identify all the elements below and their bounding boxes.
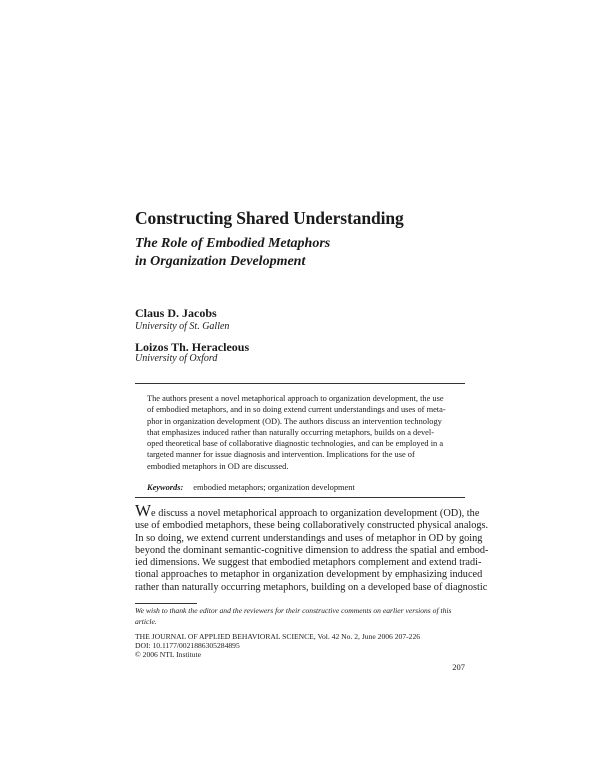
copyright: © 2006 NTL Institute <box>135 650 202 660</box>
author-name: Claus D. Jacobs <box>135 306 217 320</box>
body-line: tional approaches to metaphor in organization development by emphasizing induced <box>135 569 483 581</box>
body-line: In so doing, we extend current understandings and uses of metaphor in OD by going <box>135 532 483 544</box>
keywords-value: embodied metaphors; organization development <box>193 483 355 492</box>
body-first-line: We discuss a novel metaphorical approach to organization development (OD), the <box>135 501 480 520</box>
abstract-line: oped theoretical base of collaborative diagnostic technologies, and can be employed in a <box>147 439 444 448</box>
abstract-line: of embodied metaphors, and in so doing extend current understandings and uses of meta- <box>147 405 446 415</box>
journal-info <box>135 632 420 660</box>
abstract-line: that emphasizes induced rather than naturally occurring metaphors, builds on a devel- <box>147 427 434 437</box>
abstract-line: embodied metaphors in OD are discussed. <box>147 461 289 471</box>
author-affiliation: University of Oxford <box>135 353 218 364</box>
footnote <box>135 606 465 627</box>
author-affiliation: University of St. Gallen <box>135 321 230 332</box>
abstract-line: The authors present a novel metaphorical approach to organization development, the use <box>147 394 444 403</box>
body-line: rather than naturally occurring metaphors, building on a developed base of diagnostic <box>135 581 488 593</box>
drop-cap: W <box>135 501 152 520</box>
article-title: Constructing Shared Understanding <box>135 208 404 228</box>
abstract-line: targeted manner for issue diagnosis and intervention. Implications for the use of <box>147 450 415 460</box>
subtitle-line: in Organization Development <box>135 254 306 269</box>
abstract-line: phor in organization development (OD). The authors discuss an intervention technology <box>147 416 442 426</box>
footnote-line: We wish to thank the editor and the reviewers for their constructive comments on earlier versions of this <box>135 606 452 615</box>
body-line: use of embodied metaphors, these being collaboratively constructed physical analogs. <box>135 520 489 532</box>
footnote-line: article. <box>135 616 157 626</box>
author-name: Loizos Th. Heracleous <box>135 340 250 354</box>
abstract-top-rule <box>135 383 465 384</box>
page-number: 207 <box>452 662 465 672</box>
keywords-label: Keywords: <box>147 483 184 492</box>
abstract <box>147 393 453 472</box>
doi: DOI: 10.1177/0021886305284895 <box>135 641 240 651</box>
subtitle-line: The Role of Embodied Metaphors <box>135 236 331 251</box>
article-subtitle <box>135 235 330 271</box>
body-text <box>135 501 489 594</box>
body-line: ied dimensions. We suggest that embodied metaphors complement and extend tradi- <box>135 557 482 569</box>
journal-citation: THE JOURNAL OF APPLIED BEHAVIORAL SCIENCE, Vol. 42 No. 2, June 2006 207-226 <box>135 632 421 641</box>
footnote-rule <box>135 603 197 604</box>
body-line: beyond the dominant semantic-cognitive dimension to address the spatial and embod- <box>135 544 489 556</box>
abstract-bottom-rule <box>135 497 465 498</box>
keywords <box>147 483 355 492</box>
